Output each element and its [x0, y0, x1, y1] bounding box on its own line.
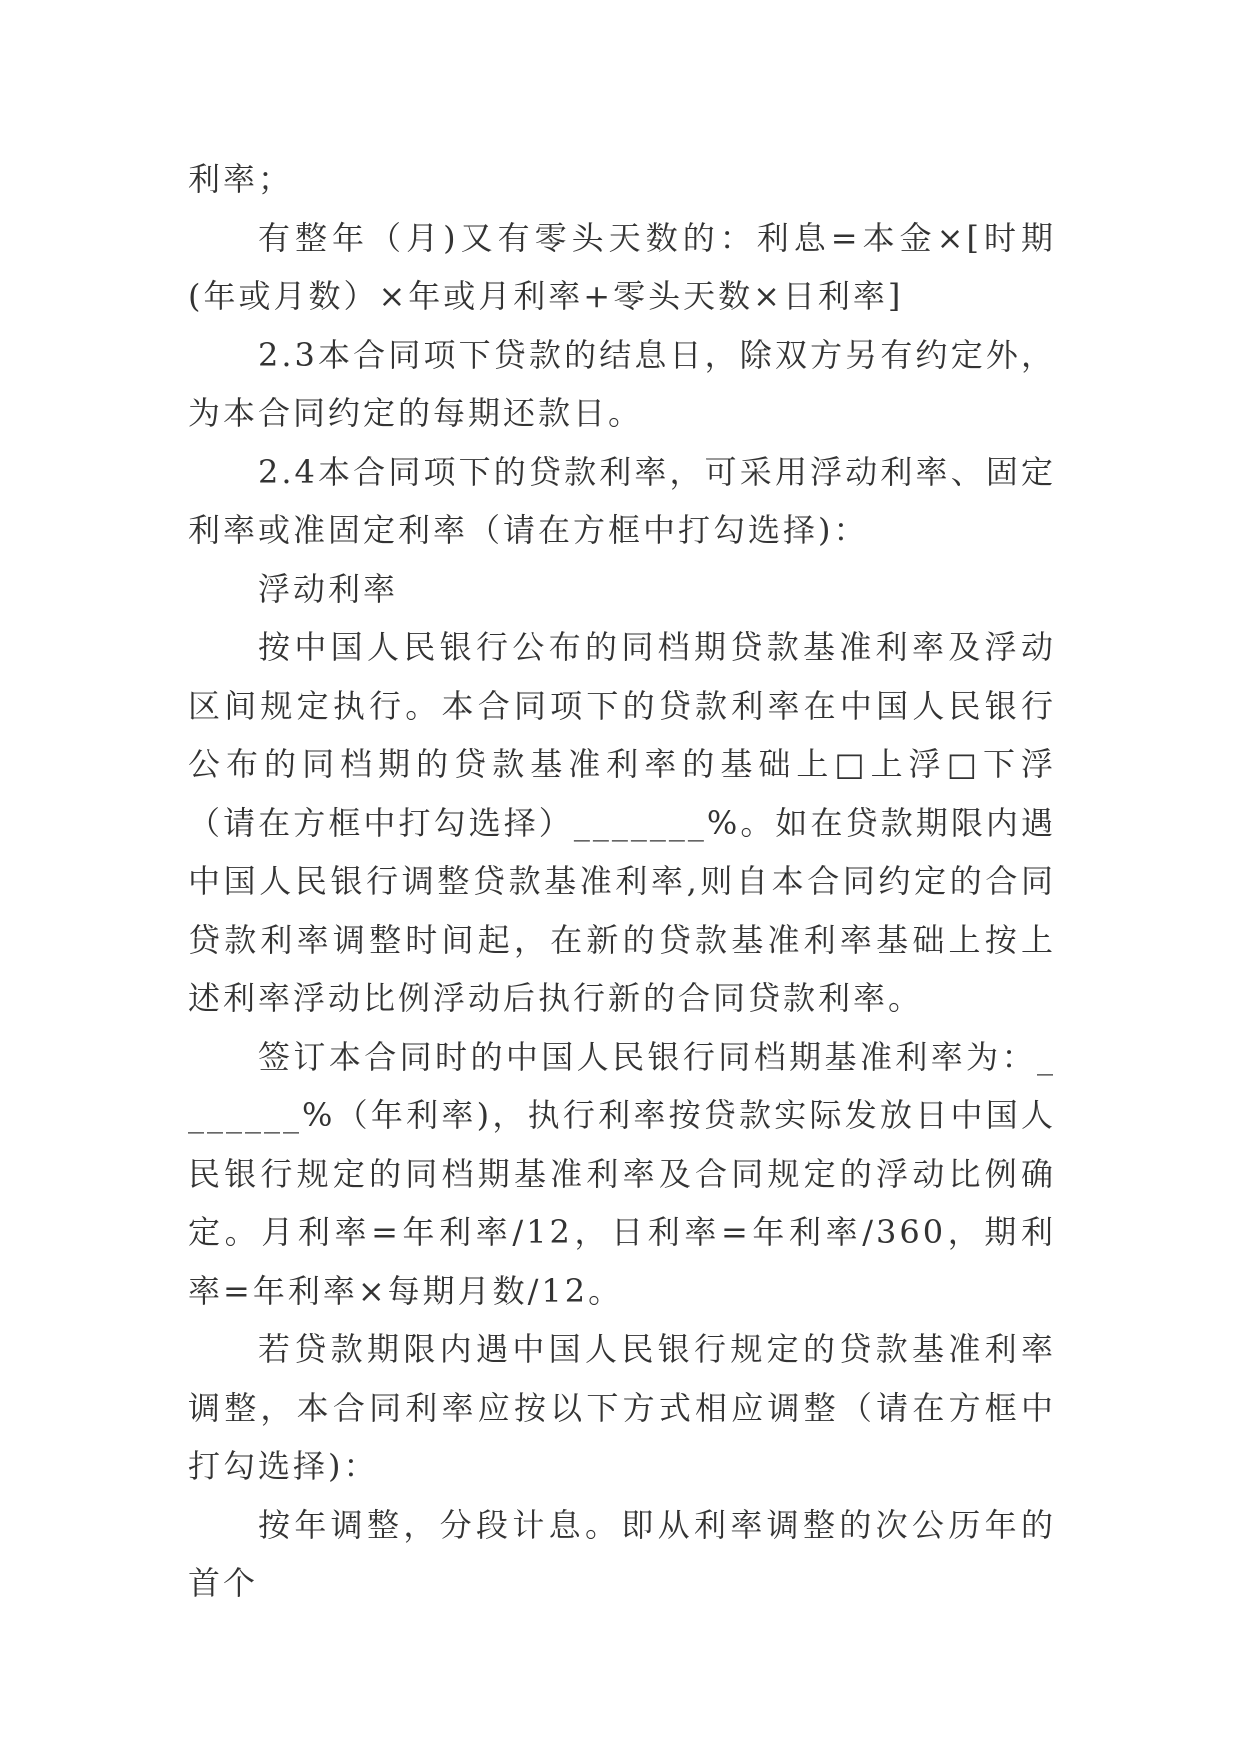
paragraph-6: 按中国人民银行公布的同档期贷款基准利率及浮动区间规定执行。本合同项下的贷款利率在中国人民银行公布的同档期的贷款基准利率的基础上□上浮□下浮（请在方框中打勾选择）_______%。如在贷款期限内遇中国人民银行调整贷款基准利率,则自本合同约定的合同贷款利率调整时间起，在新的贷款基准利率基础上按上述利率浮动比例浮动后执行新的合同贷款利率。	[188, 628, 1056, 1017]
paragraph-5: 浮动利率	[258, 569, 399, 608]
paragraph-3: 2.3本合同项下贷款的结息日，除双方另有约定外，为本合同约定的每期还款日。	[188, 335, 1056, 432]
paragraph-8: 若贷款期限内遇中国人民银行规定的贷款基准利率调整，本合同利率应按以下方式相应调整（请在方框中打勾选择)：	[188, 1330, 1056, 1485]
paragraph-2: 有整年（月)又有零头天数的：利息=本金×[时期(年或月数）×年或月利率+零头天数×日利率]	[188, 218, 1056, 315]
paragraph-9: 按年调整，分段计息。即从利率调整的次公历年的首个	[188, 1505, 1056, 1602]
paragraph-4: 2.4本合同项下的贷款利率，可采用浮动利率、固定利率或准固定利率（请在方框中打勾选择)：	[188, 452, 1056, 549]
paragraph-1: 利率；	[188, 160, 294, 198]
document-body	[188, 150, 1056, 1613]
paragraph-7: 签订本合同时的中国人民银行同档期基准利率为：_______%（年利率)，执行利率按贷款实际发放日中国人民银行规定的同档期基准利率及合同规定的浮动比例确定。月利率=年利率/12，日利率=年利率/360，期利率=年利率×每期月数/12。	[188, 1037, 1056, 1310]
